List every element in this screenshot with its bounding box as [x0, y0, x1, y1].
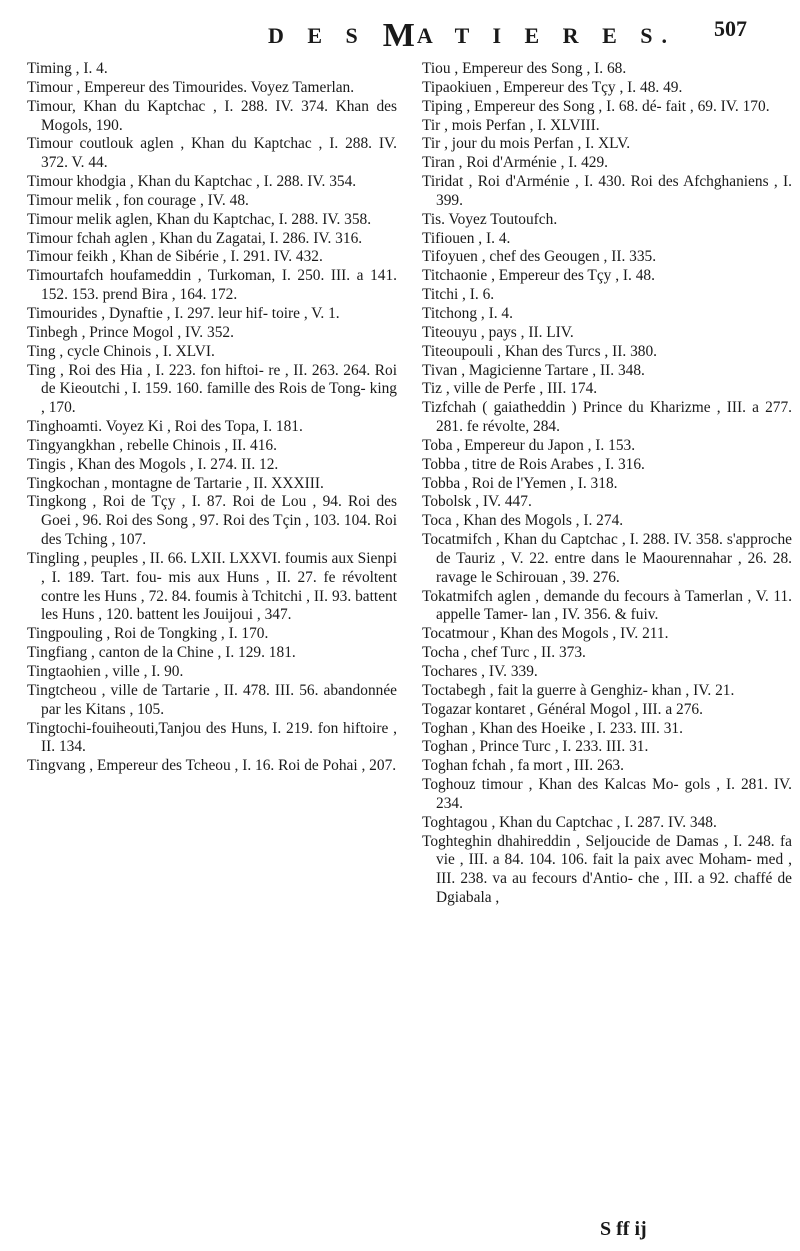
page-number: 507	[714, 16, 747, 41]
index-entry: Tis. Voyez Toutoufch.	[422, 210, 558, 228]
index-entry: Tir , mois Perfan , I. XLVIII.	[422, 116, 600, 134]
index-entry: Toghan , Prince Turc , I. 233. III. 31.	[422, 738, 649, 756]
index-entry: Ting , cycle Chinois , I. XLVI.	[27, 342, 215, 360]
index-entry: Toghan , Khan des Hoeike , I. 233. III. 31.	[422, 719, 683, 737]
index-entry: Titchong , I. 4.	[422, 304, 513, 322]
index-entry: Tingkong , Roi de Tçy , I. 87. Roi de Lou , 94. Roi des Goei , 96. Roi des Song , 97. Roi des Tçin , 103. 104. Roi des Tching , 107.	[27, 493, 397, 549]
index-entry: Tingtcheou , ville de Tartarie , II. 478. III. 56. abandonnée par les Kitans , 105.	[27, 681, 397, 718]
index-entry: Tir , jour du mois Perfan , I. XLV.	[422, 135, 631, 153]
index-entry: Tinbegh , Prince Mogol , IV. 352.	[27, 323, 234, 341]
index-entry: Tizfchah ( gaiatheddin ) Prince du Kharizme , III. a 277. 281. fe révolte, 284.	[422, 399, 792, 436]
running-title-post: A T I E R E S.	[416, 23, 676, 48]
index-entry: Timourtafch houfameddin , Turkoman, I. 250. III. a 141. 152. 153. prend Bira , 164. 172.	[27, 267, 397, 304]
index-entry: Tocha , chef Turc , II. 373.	[422, 644, 586, 662]
page-header	[0, 10, 800, 54]
index-entry: Timourides , Dynaftie , I. 297. leur hif- toire , V. 1.	[27, 304, 340, 322]
index-entry: Timour melik , fon courage , IV. 48.	[27, 191, 249, 209]
index-entry: Toctabegh , fait la guerre à Genghiz- khan , IV. 21.	[422, 681, 735, 699]
index-entry: Tingyangkhan , rebelle Chinois , II. 416.	[27, 436, 277, 454]
index-entry: Toghteghin dhahireddin , Seljoucide de Damas , I. 248. fa vie , III. a 84. 104. 106. fait la paix avec Moham- med , III. 238. va au fecours d'Antio- che , III. a 92. chaffé de Dgiabala ,	[422, 832, 792, 907]
signature-mark: S ff ij	[600, 1218, 647, 1240]
index-entry: Timour coutlouk aglen , Khan du Kaptchac , I. 288. IV. 372. V. 44.	[27, 135, 397, 172]
index-entry: Tokatmifch aglen , demande du fecours à Tamerlan , V. 11. appelle Tamer- lan , IV. 356. & fuiv.	[422, 587, 792, 624]
index-entry: Tingling , peuples , II. 66. LXII. LXXVI. foumis aux Sienpi , I. 189. Tart. fou- mis aux Huns , II. 27. fe révoltent contre les Huns , 72. 84. foumis à Tchitchi , II. 93. battent les Huns , 120. battent les Jouijoui , 347.	[27, 549, 397, 624]
index-entry: Titchaonie , Empereur des Tçy , I. 48.	[422, 267, 655, 285]
index-entry: Tingtaohien , ville , I. 90.	[27, 663, 184, 680]
index-entry: Timour khodgia , Khan du Kaptchac , I. 288. IV. 354.	[27, 173, 357, 191]
index-entry: Tivan , Magicienne Tartare , II. 348.	[422, 361, 645, 379]
index-entry: Tinghoamti. Voyez Ki , Roi des Topa, I. 181.	[27, 418, 303, 436]
index-entry: Timour , Empereur des Timourides. Voyez Tamerlan.	[27, 78, 355, 96]
index-entry: Tipaokiuen , Empereur des Tçy , I. 48. 49.	[422, 78, 683, 96]
index-entry: Titeouyu , pays , II. LIV.	[422, 323, 574, 341]
index-entry: Timour fchah aglen , Khan du Zagatai, I. 286. IV. 316.	[27, 229, 363, 247]
index-entry: Toba , Empereur du Japon , I. 153.	[422, 436, 636, 454]
index-entry: Tingtochi-fouiheouti,Tanjou des Huns, I. 219. fon hiftoire , II. 134.	[27, 719, 397, 756]
index-entry: Toghan fchah , fa mort , III. 263.	[422, 757, 624, 775]
index-entry: Tocatmifch , Khan du Captchac , I. 288. IV. 358. s'approche de Tauriz , V. 22. entre dans le Maourennahar , 26. 28. ravage le Schirouan , 39. 276.	[422, 531, 792, 586]
index-entry: Tochares , IV. 339.	[422, 663, 538, 680]
index-entry: Tobolsk , IV. 447.	[422, 493, 532, 511]
index-entry: Timour, Khan du Kaptchac , I. 288. IV. 374. Khan des Mogols, 190.	[27, 97, 397, 134]
running-title-initial: M	[382, 17, 417, 54]
index-entry: Tiou , Empereur des Song , I. 68.	[422, 60, 627, 77]
index-entry: Toghtagou , Khan du Captchac , I. 287. IV. 348.	[422, 813, 717, 831]
index-entry: Timour melik aglen, Khan du Kaptchac, I. 288. IV. 358.	[27, 210, 372, 228]
left-column	[27, 60, 397, 776]
index-entry: Timing , I. 4.	[27, 60, 108, 77]
index-entry: Timour feikh , Khan de Sibérie , I. 291. IV. 432.	[27, 248, 323, 266]
index-entry: Tingkochan , montagne de Tartarie , II. XXXIII.	[27, 474, 324, 492]
index-entry: Tingis , Khan des Mogols , I. 274. II. 12.	[27, 455, 279, 473]
index-entry: Tobba , titre de Rois Arabes , I. 316.	[422, 455, 645, 473]
index-entry: Tifoyuen , chef des Geougen , II. 335.	[422, 248, 657, 266]
index-entry: Tifiouen , I. 4.	[422, 229, 511, 247]
index-entry: Tiridat , Roi d'Arménie , I. 430. Roi des Afchghaniens , I. 399.	[422, 173, 792, 209]
index-entry: Tobba , Roi de l'Yemen , I. 318.	[422, 474, 618, 492]
index-entry: Tiping , Empereur des Song , I. 68. dé- fait , 69. IV. 170.	[422, 97, 770, 115]
index-entry: Toghouz timour , Khan des Kalcas Mo- gols , I. 281. IV. 234.	[422, 776, 792, 812]
index-entry: Tingpouling , Roi de Tongking , I. 170.	[27, 625, 269, 643]
index-entry: Tiran , Roi d'Arménie , I. 429.	[422, 154, 609, 172]
index-entry: Tingfiang , canton de la Chine , I. 129. 181.	[27, 644, 296, 662]
index-entry: Togazar kontaret , Général Mogol , III. a 276.	[422, 700, 703, 718]
index-entry: Tingvang , Empereur des Tcheou , I. 16. Roi de Pohai , 207.	[27, 757, 397, 775]
index-entry: Toca , Khan des Mogols , I. 274.	[422, 512, 624, 530]
right-column	[422, 60, 792, 908]
index-entry: Ting , Roi des Hia , I. 223. fon hiftoi- re , II. 263. 264. Roi de Kieoutchi , I. 159. 160. famille des Rois de Tong- king , 170.	[27, 361, 397, 417]
index-entry: Tiz , ville de Perfe , III. 174.	[422, 380, 598, 398]
index-entry: Tocatmour , Khan des Mogols , IV. 211.	[422, 625, 669, 643]
running-title-pre: D E S	[268, 23, 367, 48]
running-title	[268, 14, 676, 52]
index-entry: Titeoupouli , Khan des Turcs , II. 380.	[422, 342, 658, 360]
index-entry: Titchi , I. 6.	[422, 286, 495, 304]
